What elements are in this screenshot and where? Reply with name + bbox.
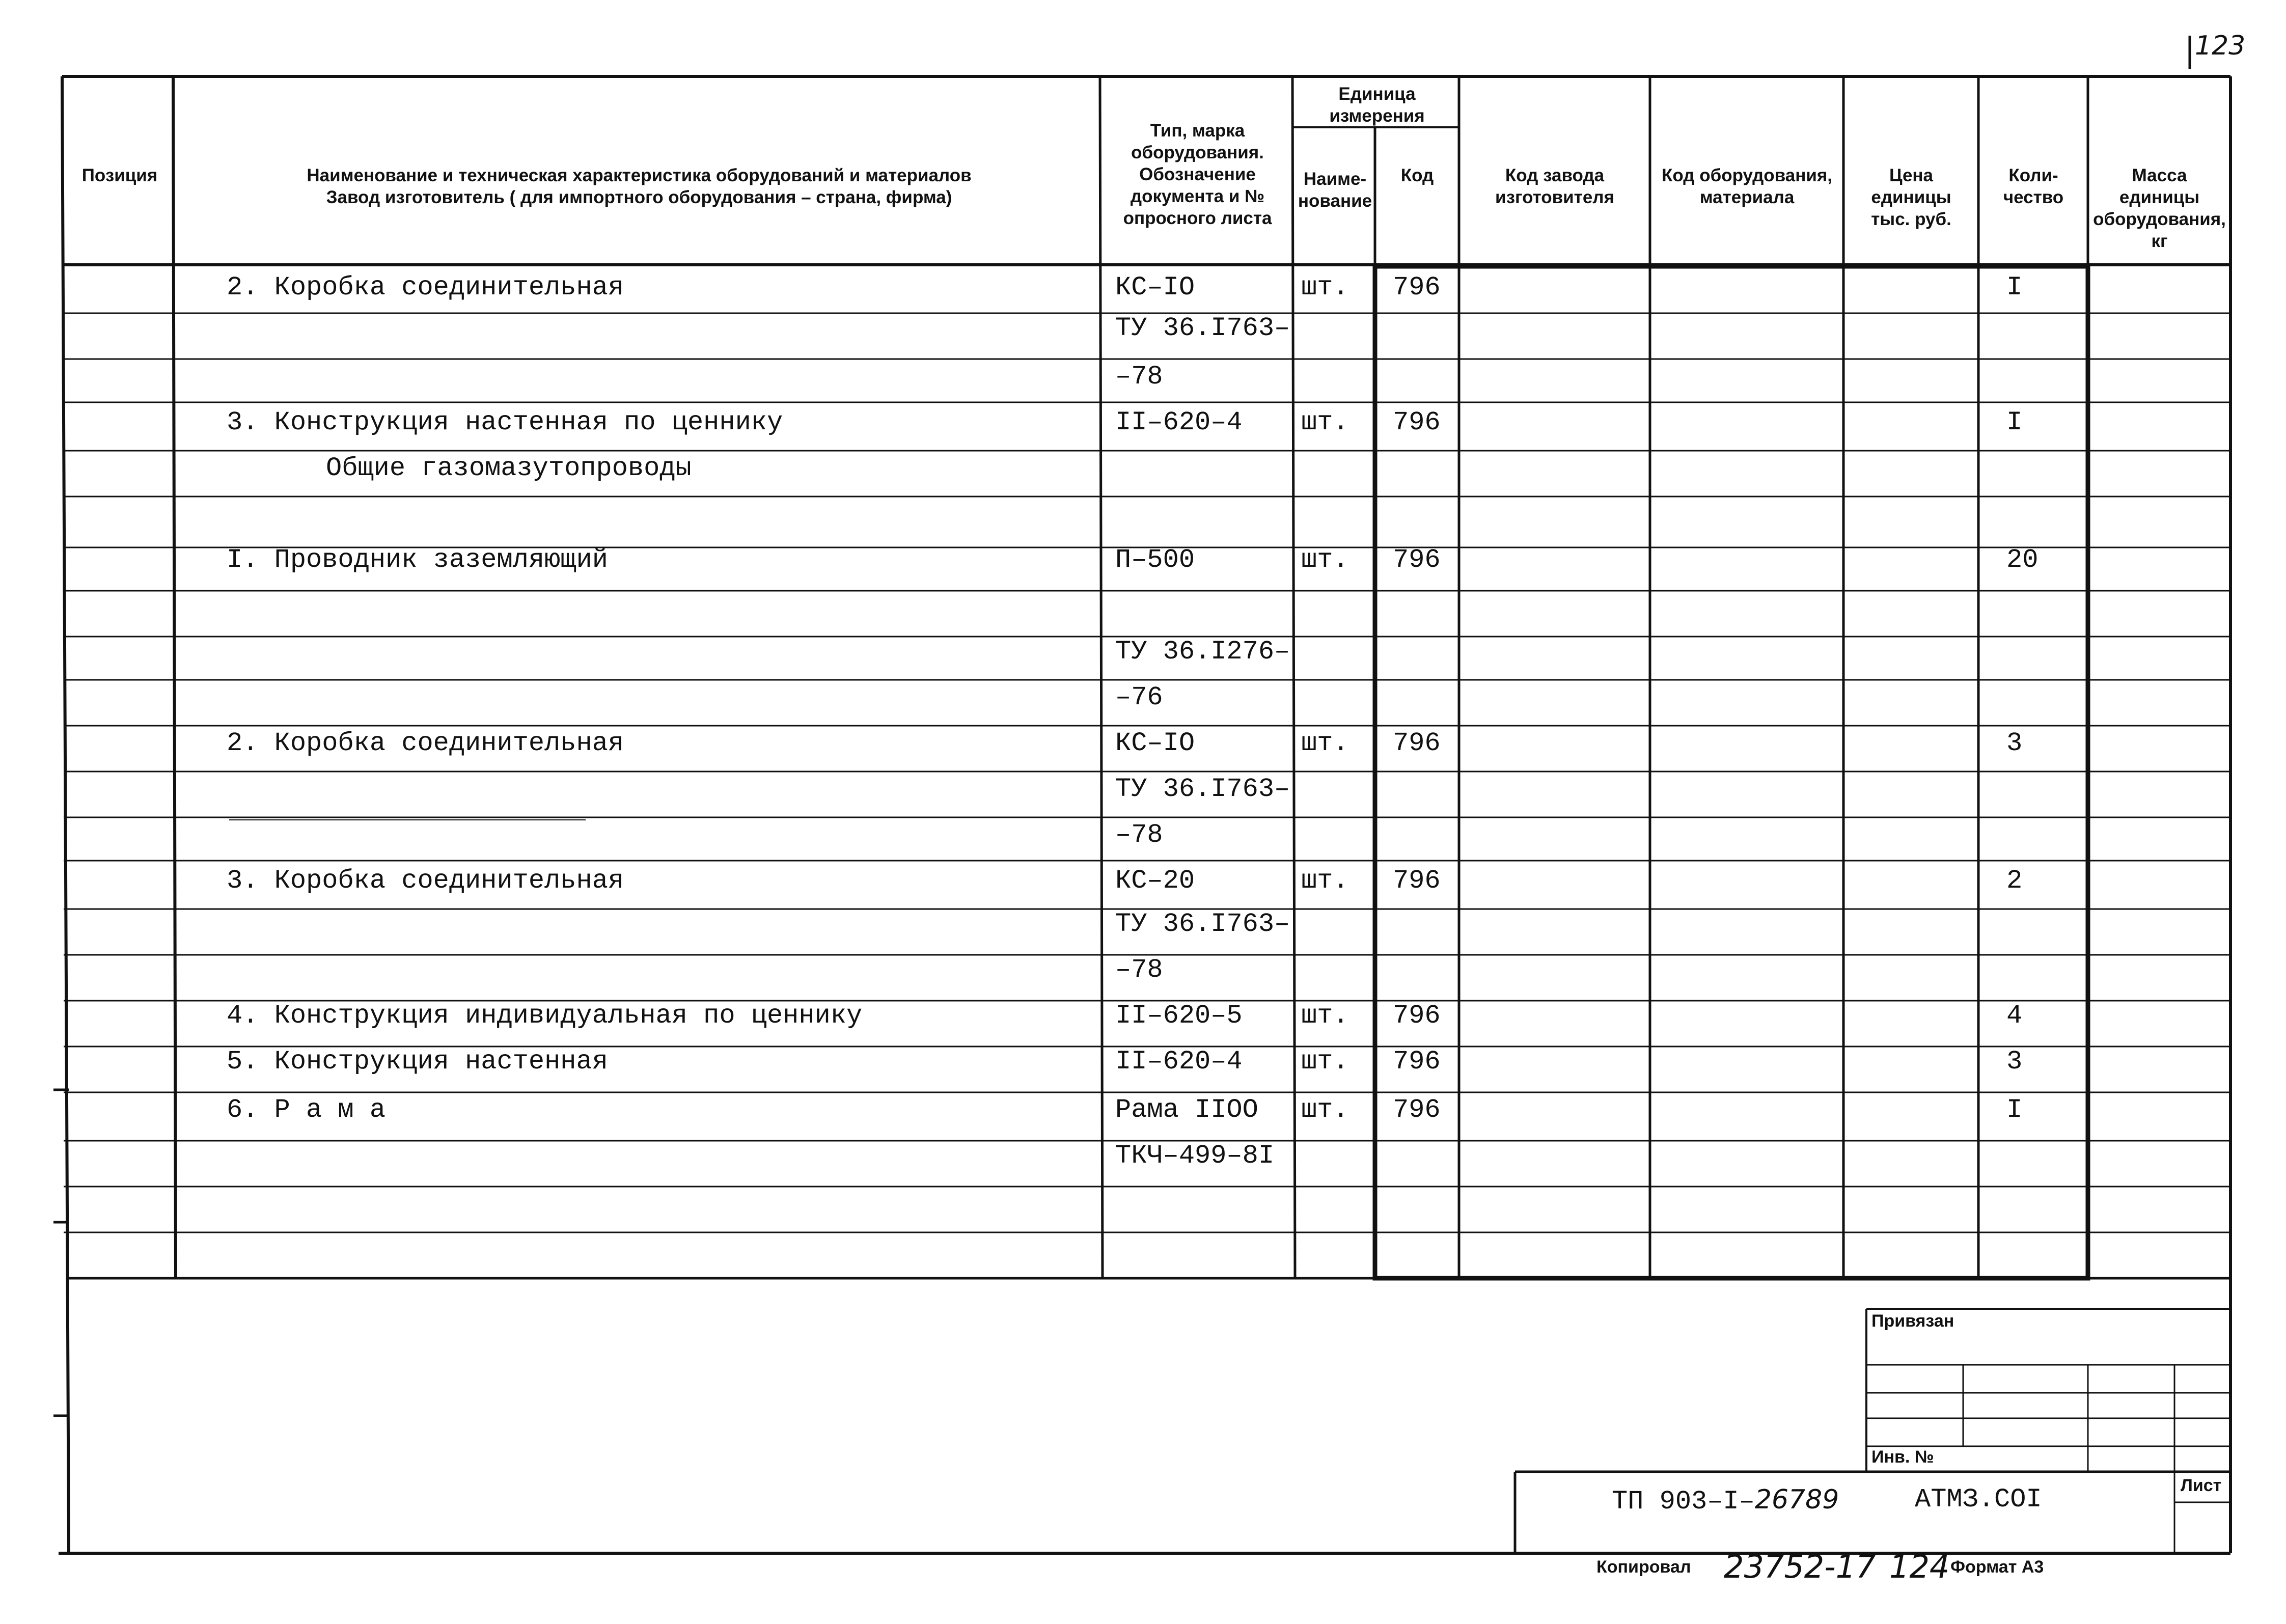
row-unit: шт. <box>1301 272 1349 302</box>
row-type: –76 <box>1115 682 1163 712</box>
row-code: 796 <box>1393 1095 1441 1125</box>
header-price: Цена единицы тыс. руб. <box>1871 166 1951 229</box>
row-code: 796 <box>1393 728 1441 758</box>
header-factory-code: Код завода изготовителя <box>1495 166 1614 207</box>
header-unit-code: Код <box>1400 166 1434 185</box>
header-name: Наименование и техническая характеристика оборудований и материалов Завод изготовитель ( для импортного оборудования – страна, фирма) <box>307 166 972 207</box>
row-code: 796 <box>1393 1001 1441 1031</box>
document-handwritten-part: 26789 <box>1754 1484 1839 1515</box>
row-type: П–500 <box>1115 545 1195 575</box>
row-name: 6. Р а м а <box>227 1095 386 1125</box>
row-quantity: 3 <box>2006 728 2023 758</box>
row-type: ТУ 36.I763– <box>1115 774 1290 804</box>
footer-page-number: 124 <box>1889 1548 1950 1585</box>
row-type: КС–IO <box>1115 728 1195 758</box>
row-name: 2. Коробка соединительная <box>227 728 624 758</box>
row-name: 2. Коробка соединительная <box>227 272 624 302</box>
row-name: 5. Конструкция настенная <box>227 1047 608 1077</box>
row-type: II–620–4 <box>1115 407 1243 437</box>
row-name: 3. Коробка соединительная <box>227 866 624 896</box>
row-quantity: I <box>2006 272 2023 302</box>
row-code: 796 <box>1393 1047 1441 1077</box>
row-type: –78 <box>1115 362 1163 392</box>
footer-copied-label: Копировал <box>1596 1557 1691 1577</box>
stamp-document-number <box>1612 1484 1839 1517</box>
row-quantity: 2 <box>2006 866 2023 896</box>
row-name: 4. Конструкция индивидуальная по ценнику <box>227 1001 863 1031</box>
row-unit: шт. <box>1301 1095 1349 1125</box>
document-prefix: ТП 903–I– <box>1612 1487 1755 1517</box>
row-type: –78 <box>1115 820 1163 850</box>
header-mass: Масса единицы оборудования, кг <box>2093 166 2226 251</box>
row-quantity: 20 <box>2006 545 2039 575</box>
footer-format-label: Формат А3 <box>1950 1557 2044 1577</box>
row-type: II–620–4 <box>1115 1047 1243 1077</box>
row-type: –78 <box>1115 955 1163 985</box>
row-name: I. Проводник заземляющий <box>227 545 608 575</box>
header-position: Позиция <box>81 166 158 185</box>
header-equipment-code: Код оборудования, материала <box>1661 166 1833 207</box>
row-type: ТУ 36.I763– <box>1115 909 1290 939</box>
row-name: Общие газомазутопроводы <box>326 453 692 483</box>
row-quantity: I <box>2006 407 2023 437</box>
row-type: ТКЧ–499–8I <box>1115 1141 1275 1171</box>
footer-copy-number: 23752-17 <box>1724 1548 1876 1585</box>
header-type: Тип, марка оборудования. Обозначение документа и № опросного листа <box>1123 121 1272 228</box>
header-unit-name: Наиме- нование <box>1298 169 1372 211</box>
row-quantity: 4 <box>2006 1001 2023 1031</box>
row-quantity: I <box>2006 1095 2023 1125</box>
row-type: II–620–5 <box>1115 1001 1243 1031</box>
row-type: Рама IIOO <box>1115 1095 1258 1125</box>
row-code: 796 <box>1393 866 1441 896</box>
row-quantity: 3 <box>2006 1047 2023 1077</box>
row-type: КС–20 <box>1115 866 1195 896</box>
row-code: 796 <box>1393 272 1441 302</box>
header-quantity: Коли- чество <box>2003 166 2064 207</box>
stamp-sheet-label: Лист <box>2181 1476 2222 1495</box>
row-unit: шт. <box>1301 407 1349 437</box>
row-unit: шт. <box>1301 728 1349 758</box>
stamp-bound-label: Привязан <box>1871 1311 1954 1331</box>
stamp-inv-label: Инв. № <box>1871 1447 1934 1467</box>
row-type: КС–IO <box>1115 272 1195 302</box>
row-unit: шт. <box>1301 866 1349 896</box>
stamp-code: АТМЗ.COI <box>1915 1484 2042 1515</box>
page-number: 123 <box>2195 31 2246 61</box>
row-code: 796 <box>1393 545 1441 575</box>
row-code: 796 <box>1393 407 1441 437</box>
row-name: 3. Конструкция настенная по ценнику <box>227 407 783 437</box>
row-unit: шт. <box>1301 1047 1349 1077</box>
row-unit: шт. <box>1301 1001 1349 1031</box>
row-type: ТУ 36.I276– <box>1115 637 1290 667</box>
header-unit: Единица измерения <box>1329 84 1425 126</box>
row-type: ТУ 36.I763– <box>1115 313 1290 343</box>
row-unit: шт. <box>1301 545 1349 575</box>
